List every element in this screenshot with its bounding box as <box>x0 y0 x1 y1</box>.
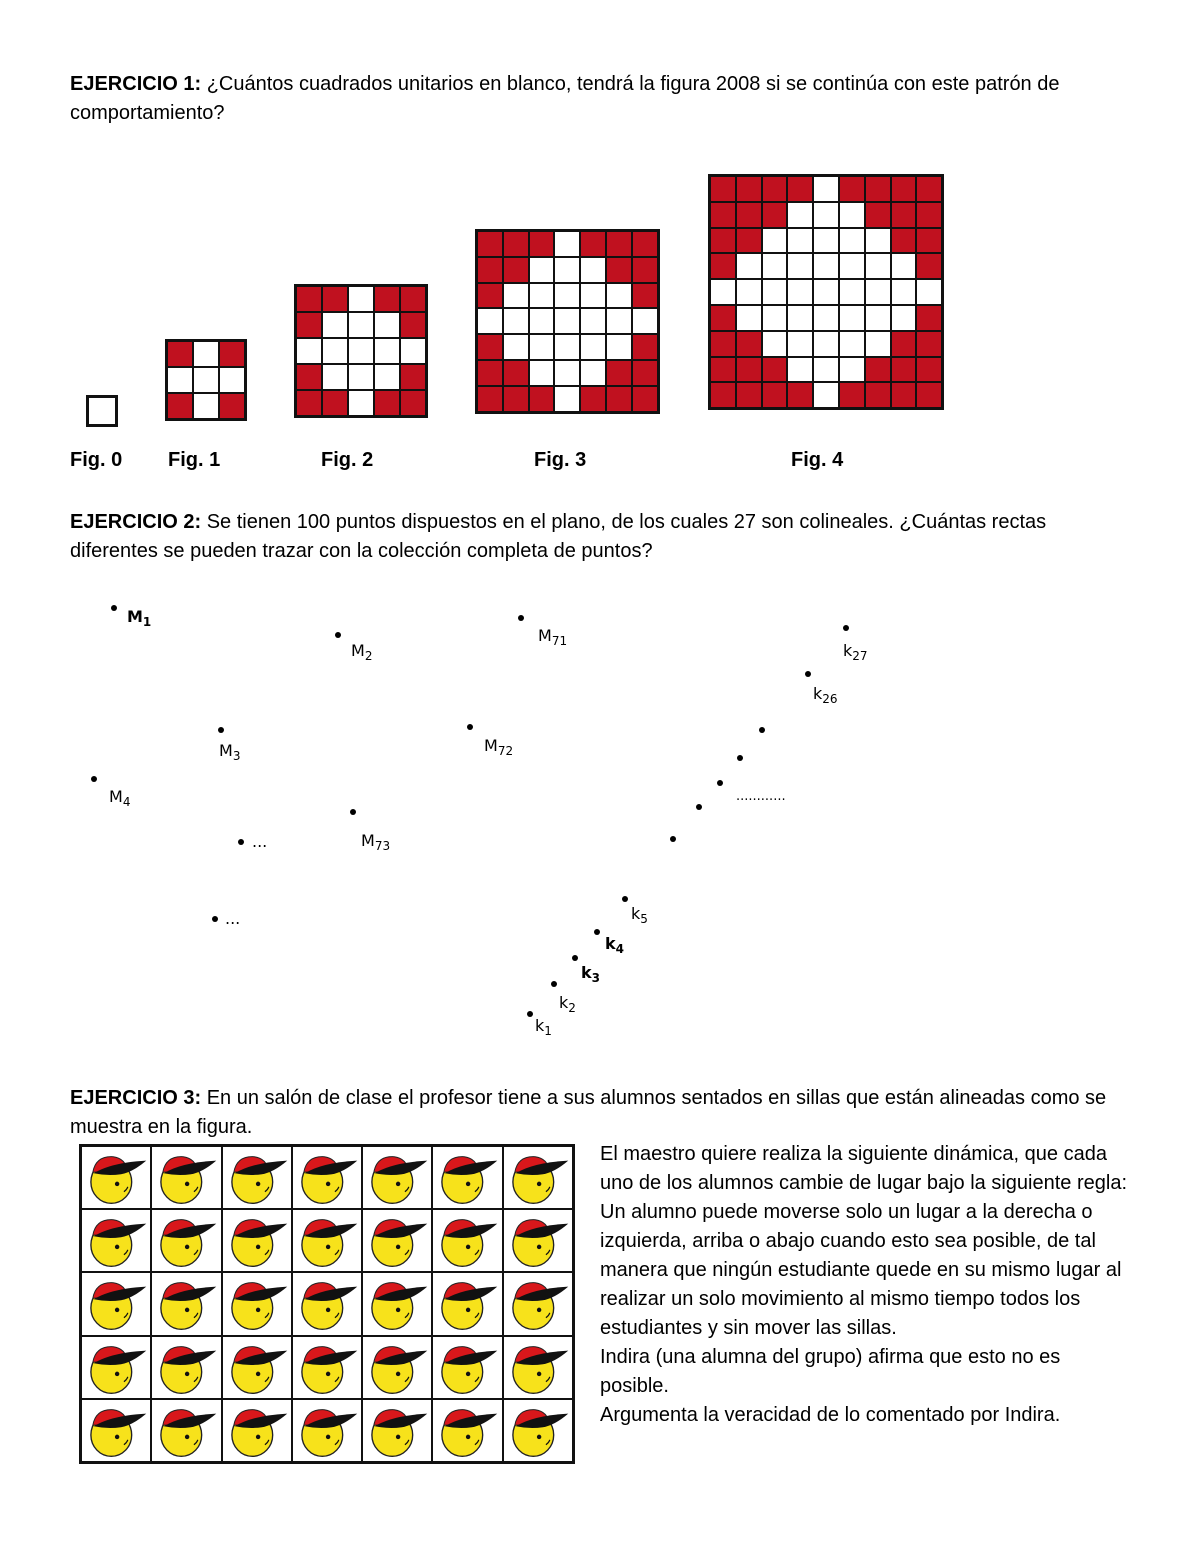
red-square <box>219 341 245 367</box>
red-square <box>632 257 658 283</box>
point-m72 <box>467 724 473 730</box>
smiley-face-with-cap-icon <box>504 1210 572 1271</box>
white-square <box>529 360 555 386</box>
red-square <box>167 341 193 367</box>
seat <box>432 1399 502 1462</box>
ellipsis-b: ... <box>225 909 241 928</box>
white-square <box>580 360 606 386</box>
label-k1: $k_1$ <box>535 1016 552 1039</box>
red-square <box>374 390 400 416</box>
seat <box>503 1399 573 1462</box>
red-square <box>710 176 736 202</box>
red-square <box>400 312 426 338</box>
seat <box>151 1209 221 1272</box>
white-square <box>865 279 891 305</box>
smiley-face-with-cap-icon <box>82 1273 150 1334</box>
smiley-face-with-cap-icon <box>152 1210 220 1271</box>
fig-2-label: Fig. 2 <box>321 449 374 471</box>
white-square <box>839 202 865 228</box>
white-square <box>554 231 580 257</box>
point-k27 <box>843 625 849 631</box>
white-square <box>348 364 374 390</box>
label-k2: $k_2$ <box>559 993 576 1016</box>
smiley-face-with-cap-icon <box>363 1273 431 1334</box>
white-square <box>193 393 219 419</box>
smiley-face-with-cap-icon <box>504 1147 572 1208</box>
red-square <box>916 357 942 383</box>
white-square <box>891 253 917 279</box>
white-square <box>193 367 219 393</box>
red-square <box>736 382 762 408</box>
white-square <box>606 283 632 309</box>
white-square <box>374 338 400 364</box>
red-square <box>477 257 503 283</box>
smiley-face-with-cap-icon <box>363 1400 431 1461</box>
seat <box>151 1146 221 1209</box>
seat <box>362 1336 432 1399</box>
red-square <box>736 202 762 228</box>
red-square <box>710 253 736 279</box>
red-square <box>503 386 529 412</box>
white-square <box>762 253 788 279</box>
exercise-1-label: EJERCICIO 1: <box>70 73 202 95</box>
seat <box>362 1272 432 1335</box>
exercise-1-text: ¿Cuántos cuadrados unitarios en blanco, tendrá la figura 2008 si se continúa con este patrón de comportamiento? <box>70 73 1060 124</box>
red-square <box>762 382 788 408</box>
white-square <box>813 331 839 357</box>
white-square <box>554 386 580 412</box>
point-k7 <box>696 804 702 810</box>
seat <box>432 1336 502 1399</box>
seat <box>432 1146 502 1209</box>
red-square <box>322 390 348 416</box>
white-square <box>813 357 839 383</box>
white-square <box>813 253 839 279</box>
label-k5: $k_5$ <box>631 904 648 927</box>
smiley-face-with-cap-icon <box>223 1400 291 1461</box>
point-k6 <box>670 836 676 842</box>
white-square <box>839 331 865 357</box>
white-square <box>529 283 555 309</box>
white-square <box>787 228 813 254</box>
white-square <box>762 279 788 305</box>
seat <box>222 1209 292 1272</box>
figure-4-grid <box>708 174 944 410</box>
label-m73: $M_{73}$ <box>361 831 391 854</box>
fig-4-label: Fig. 4 <box>791 449 844 471</box>
white-square <box>736 279 762 305</box>
white-square <box>813 382 839 408</box>
red-square <box>710 202 736 228</box>
white-square <box>787 253 813 279</box>
point-m73 <box>350 809 356 815</box>
smiley-face-with-cap-icon <box>293 1273 361 1334</box>
smiley-face-with-cap-icon <box>152 1273 220 1334</box>
point-m6 <box>212 916 218 922</box>
red-square <box>736 357 762 383</box>
red-square <box>606 257 632 283</box>
white-square <box>787 357 813 383</box>
red-square <box>891 202 917 228</box>
seat <box>81 1209 151 1272</box>
white-square <box>477 308 503 334</box>
figure-3-grid <box>475 229 660 414</box>
smiley-face-with-cap-icon <box>293 1210 361 1271</box>
figure-0-grid <box>86 395 118 427</box>
seat <box>432 1272 502 1335</box>
red-square <box>891 382 917 408</box>
point-m71 <box>518 615 524 621</box>
red-square <box>477 334 503 360</box>
white-square <box>219 367 245 393</box>
red-square <box>839 382 865 408</box>
white-square <box>88 397 116 425</box>
red-square <box>606 231 632 257</box>
point-m2 <box>335 632 341 638</box>
seat <box>292 1209 362 1272</box>
red-square <box>891 176 917 202</box>
white-square <box>839 357 865 383</box>
white-square <box>632 308 658 334</box>
seat <box>432 1209 502 1272</box>
smiley-face-with-cap-icon <box>293 1400 361 1461</box>
smiley-face-with-cap-icon <box>223 1147 291 1208</box>
smiley-face-with-cap-icon <box>433 1337 501 1398</box>
white-square <box>736 305 762 331</box>
red-square <box>503 257 529 283</box>
label-m1: $M_1$ <box>127 607 152 630</box>
point-k26 <box>805 671 811 677</box>
red-square <box>580 386 606 412</box>
seat <box>503 1272 573 1335</box>
white-square <box>839 279 865 305</box>
ellipsis-a: ... <box>252 832 268 851</box>
red-square <box>296 390 322 416</box>
red-square <box>632 360 658 386</box>
white-square <box>865 253 891 279</box>
red-square <box>916 382 942 408</box>
red-square <box>503 360 529 386</box>
red-square <box>736 176 762 202</box>
red-square <box>632 231 658 257</box>
point-m1 <box>111 605 117 611</box>
label-m2: $M_2$ <box>351 641 373 664</box>
white-square <box>167 367 193 393</box>
exercise-3-statement <box>70 1084 1130 1142</box>
white-square <box>606 308 632 334</box>
red-square <box>400 364 426 390</box>
seat <box>292 1146 362 1209</box>
smiley-face-with-cap-icon <box>82 1147 150 1208</box>
red-square <box>891 357 917 383</box>
white-square <box>322 312 348 338</box>
smiley-face-with-cap-icon <box>223 1337 291 1398</box>
white-square <box>916 279 942 305</box>
smiley-face-with-cap-icon <box>82 1210 150 1271</box>
red-square <box>322 286 348 312</box>
smiley-face-with-cap-icon <box>223 1273 291 1334</box>
point-k4 <box>594 929 600 935</box>
white-square <box>529 257 555 283</box>
exercise-1-statement <box>70 70 1130 128</box>
label-k27: $k_{27}$ <box>843 641 868 664</box>
white-square <box>891 279 917 305</box>
smiley-face-with-cap-icon <box>504 1400 572 1461</box>
red-square <box>606 386 632 412</box>
white-square <box>554 334 580 360</box>
red-square <box>762 176 788 202</box>
seat <box>151 1336 221 1399</box>
white-square <box>762 305 788 331</box>
red-square <box>632 386 658 412</box>
white-square <box>503 334 529 360</box>
red-square <box>374 286 400 312</box>
exercise-3-label: EJERCICIO 3: <box>70 1087 202 1109</box>
smiley-face-with-cap-icon <box>293 1337 361 1398</box>
seat <box>222 1272 292 1335</box>
exercise-3-description <box>600 1140 1130 1430</box>
smiley-face-with-cap-icon <box>433 1210 501 1271</box>
seat <box>503 1209 573 1272</box>
smiley-face-with-cap-icon <box>363 1337 431 1398</box>
white-square <box>710 279 736 305</box>
white-square <box>554 283 580 309</box>
seat <box>151 1272 221 1335</box>
red-square <box>865 202 891 228</box>
white-square <box>580 283 606 309</box>
point-k8 <box>717 780 723 786</box>
white-square <box>348 338 374 364</box>
red-square <box>477 360 503 386</box>
smiley-face-with-cap-icon <box>82 1337 150 1398</box>
label-m4: $M_4$ <box>109 787 131 810</box>
smiley-face-with-cap-icon <box>82 1400 150 1461</box>
description-rule: El maestro quiere realiza la siguiente dinámica, que cada uno de los alumnos cambie de lugar bajo la siguiente regla: Un alumno puede moverse solo un lugar a la derecha o izquierda, arriba o abajo cuando esto sea posible, de tal manera que ningún estudiante quede en su mismo lugar al realizar un solo movimiento al mismo tiempo todos los estudiantes y sin mover las sillas. <box>600 1143 1128 1339</box>
red-square <box>787 382 813 408</box>
red-square <box>632 334 658 360</box>
red-square <box>762 357 788 383</box>
smiley-face-with-cap-icon <box>433 1273 501 1334</box>
white-square <box>813 279 839 305</box>
white-square <box>348 286 374 312</box>
smiley-face-with-cap-icon <box>433 1400 501 1461</box>
white-square <box>787 279 813 305</box>
seat <box>292 1336 362 1399</box>
label-k26: $k_{26}$ <box>813 684 838 707</box>
red-square <box>865 382 891 408</box>
white-square <box>762 331 788 357</box>
red-square <box>710 305 736 331</box>
red-square <box>477 231 503 257</box>
point-k10 <box>759 727 765 733</box>
white-square <box>787 305 813 331</box>
white-square <box>787 202 813 228</box>
red-square <box>710 357 736 383</box>
red-square <box>891 228 917 254</box>
white-square <box>813 305 839 331</box>
point-m5 <box>238 839 244 845</box>
white-square <box>891 305 917 331</box>
label-k4: $k_4$ <box>605 934 624 957</box>
white-square <box>580 308 606 334</box>
red-square <box>916 305 942 331</box>
red-square <box>865 176 891 202</box>
white-square <box>580 257 606 283</box>
point-k5 <box>622 896 628 902</box>
red-square <box>865 357 891 383</box>
white-square <box>322 338 348 364</box>
smiley-face-with-cap-icon <box>152 1147 220 1208</box>
red-square <box>296 364 322 390</box>
seat <box>292 1272 362 1335</box>
red-square <box>736 331 762 357</box>
smiley-face-with-cap-icon <box>504 1273 572 1334</box>
white-square <box>813 176 839 202</box>
point-k9 <box>737 755 743 761</box>
seat <box>222 1146 292 1209</box>
red-square <box>916 202 942 228</box>
white-square <box>839 305 865 331</box>
white-square <box>813 228 839 254</box>
red-square <box>167 393 193 419</box>
seat <box>362 1146 432 1209</box>
red-square <box>580 231 606 257</box>
seat <box>503 1336 573 1399</box>
point-k2 <box>551 981 557 987</box>
red-square <box>839 176 865 202</box>
seat <box>222 1399 292 1462</box>
seat <box>503 1146 573 1209</box>
label-k3: $k_3$ <box>581 963 600 986</box>
seat <box>81 1399 151 1462</box>
red-square <box>916 228 942 254</box>
white-square <box>193 341 219 367</box>
red-square <box>916 331 942 357</box>
white-square <box>400 338 426 364</box>
red-square <box>529 231 555 257</box>
white-square <box>529 334 555 360</box>
label-m72: $M_{72}$ <box>484 736 514 759</box>
red-square <box>606 360 632 386</box>
red-square <box>477 386 503 412</box>
ellipsis-c: ............ <box>736 789 786 804</box>
point-k3 <box>572 955 578 961</box>
white-square <box>865 228 891 254</box>
red-square <box>916 253 942 279</box>
smiley-face-with-cap-icon <box>433 1147 501 1208</box>
white-square <box>503 283 529 309</box>
smiley-face-with-cap-icon <box>363 1147 431 1208</box>
red-square <box>219 393 245 419</box>
description-claim: Indira (una alumna del grupo) afirma que esto no es posible. <box>600 1346 1061 1397</box>
fig-3-label: Fig. 3 <box>534 449 587 471</box>
smiley-face-with-cap-icon <box>363 1210 431 1271</box>
white-square <box>296 338 322 364</box>
white-square <box>865 331 891 357</box>
point-k1 <box>527 1011 533 1017</box>
red-square <box>762 202 788 228</box>
white-square <box>606 334 632 360</box>
seat <box>362 1209 432 1272</box>
red-square <box>296 286 322 312</box>
smiley-face-with-cap-icon <box>223 1210 291 1271</box>
figure-1-grid <box>165 339 247 421</box>
smiley-face-with-cap-icon <box>504 1337 572 1398</box>
white-square <box>554 360 580 386</box>
seat <box>151 1399 221 1462</box>
white-square <box>839 253 865 279</box>
red-square <box>477 283 503 309</box>
white-square <box>374 364 400 390</box>
fig-0-label: Fig. 0 <box>70 449 123 471</box>
classroom-seating-grid <box>79 1144 575 1464</box>
red-square <box>710 228 736 254</box>
label-m3: $M_3$ <box>219 741 241 764</box>
exercise-2-label: EJERCICIO 2: <box>70 511 202 533</box>
white-square <box>554 308 580 334</box>
description-task: Argumenta la veracidad de lo comentado por Indira. <box>600 1404 1061 1426</box>
white-square <box>529 308 555 334</box>
point-m3 <box>218 727 224 733</box>
fig-1-label: Fig. 1 <box>168 449 221 471</box>
white-square <box>736 253 762 279</box>
exercise-2-text: Se tienen 100 puntos dispuestos en el plano, de los cuales 27 son colineales. ¿Cuántas rectas diferentes se pueden trazar con la colección completa de puntos? <box>70 511 1047 562</box>
white-square <box>839 228 865 254</box>
red-square <box>891 331 917 357</box>
smiley-face-with-cap-icon <box>293 1147 361 1208</box>
red-square <box>529 386 555 412</box>
white-square <box>348 312 374 338</box>
red-square <box>710 382 736 408</box>
white-square <box>580 334 606 360</box>
white-square <box>322 364 348 390</box>
red-square <box>787 176 813 202</box>
white-square <box>787 331 813 357</box>
exercise-2-statement <box>70 508 1130 566</box>
red-square <box>400 286 426 312</box>
seat <box>362 1399 432 1462</box>
white-square <box>865 305 891 331</box>
white-square <box>554 257 580 283</box>
smiley-face-with-cap-icon <box>152 1400 220 1461</box>
label-m71: $M_{71}$ <box>538 626 568 649</box>
white-square <box>348 390 374 416</box>
seat <box>222 1336 292 1399</box>
white-square <box>762 228 788 254</box>
seat <box>81 1146 151 1209</box>
white-square <box>503 308 529 334</box>
seat <box>81 1336 151 1399</box>
red-square <box>736 228 762 254</box>
seat <box>81 1272 151 1335</box>
red-square <box>296 312 322 338</box>
red-square <box>503 231 529 257</box>
red-square <box>632 283 658 309</box>
red-square <box>400 390 426 416</box>
white-square <box>813 202 839 228</box>
white-square <box>374 312 400 338</box>
point-m4 <box>91 776 97 782</box>
figure-2-grid <box>294 284 428 418</box>
exercise-3-text: En un salón de clase el profesor tiene a sus alumnos sentados en sillas que están alineadas como se muestra en la figura. <box>70 1087 1107 1138</box>
red-square <box>916 176 942 202</box>
seat <box>292 1399 362 1462</box>
smiley-face-with-cap-icon <box>152 1337 220 1398</box>
red-square <box>710 331 736 357</box>
